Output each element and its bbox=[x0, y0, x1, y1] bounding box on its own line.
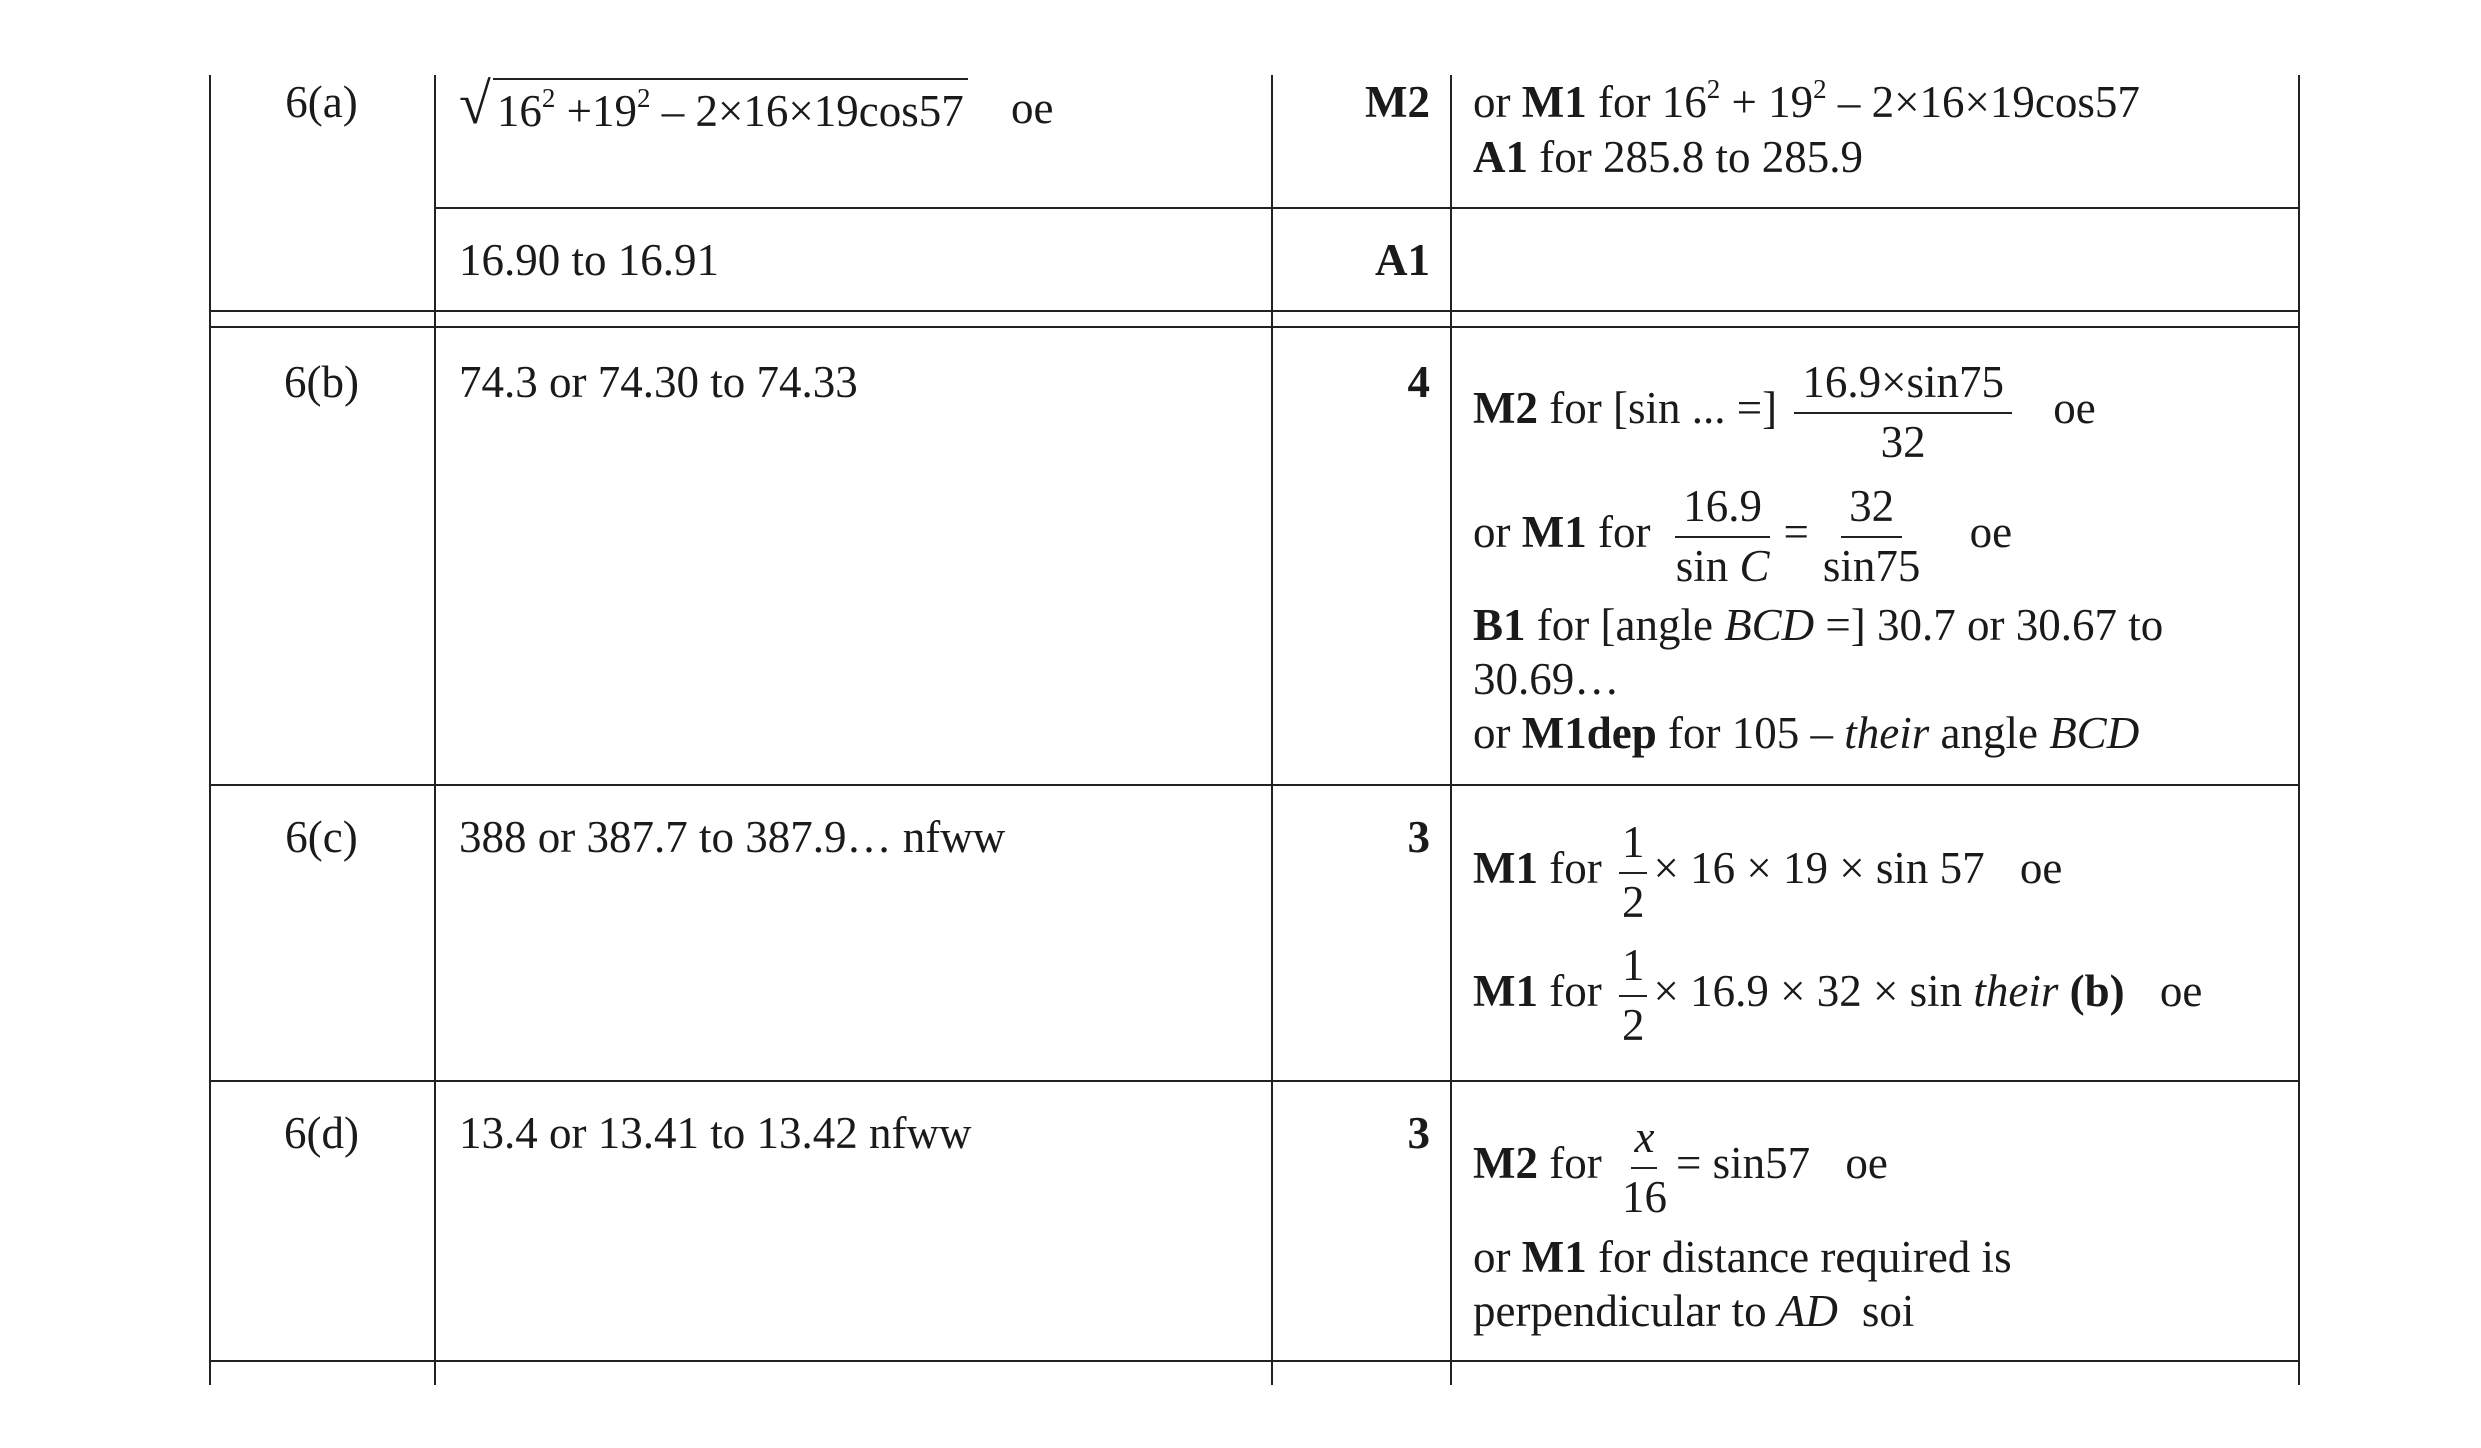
notes-6d-line3: perpendicular to AD soi bbox=[1473, 1286, 1915, 1336]
fraction-16.9-over-sinC: $\frac{16.9}{\text{sin C}}$ bbox=[1675, 481, 1770, 591]
row-divider-6a-inner bbox=[434, 207, 2300, 209]
fraction-one-half: $\frac{1}{2}$ bbox=[1619, 818, 1648, 927]
row-divider-6c-6d bbox=[209, 1080, 2300, 1082]
notes-6b-line2: or M1 for $\frac{16.9}{\text{sin C}}$ = $\frac{32}{\sin 75}$ oe bbox=[1473, 481, 2013, 591]
row-divider-double-top bbox=[209, 310, 2300, 312]
fraction-16.9sin75-over-32: $\frac{16.9\times\sin 75}{32}$ bbox=[1794, 358, 2012, 467]
notes-6a-line2: A1 for 285.8 to 285.9 bbox=[1473, 132, 1863, 182]
mark-6d: 3 bbox=[1407, 1108, 1430, 1158]
mark-6c: 3 bbox=[1407, 812, 1430, 862]
fraction-x-over-16: $\frac{x}{16}$ bbox=[1621, 1112, 1667, 1222]
square-root bbox=[459, 71, 968, 138]
answer-6d: 13.4 or 13.41 to 13.42 nfww bbox=[459, 1108, 972, 1158]
notes-6c-line2: M1 for $\frac{1}{2}$ × 16.9 × 32 × sin their (b) oe bbox=[1473, 940, 2203, 1050]
mark-6a-final: A1 bbox=[1375, 235, 1430, 285]
mark-6b: 4 bbox=[1407, 357, 1430, 407]
fraction-one-half: $\frac{1}{2}$ bbox=[1619, 941, 1648, 1050]
mark-6a: M2 bbox=[1365, 77, 1430, 127]
answer-6c: 388 or 387.7 to 387.9… nfww bbox=[459, 812, 1006, 862]
answer-6a-final: 16.90 to 16.91 bbox=[459, 235, 720, 285]
answer-6b: 74.3 or 74.30 to 74.33 bbox=[459, 357, 858, 407]
notes-6b-line4: 30.69… bbox=[1473, 654, 1620, 704]
radicand: $16^2 +19^2 - 2\times 16\times 19\cos 57$ bbox=[493, 78, 968, 138]
notes-6c-line1: M1 for $\frac{1}{2}$ × 16 × 19 × sin 57 oe bbox=[1473, 817, 2063, 927]
notes-6d-line1: M2 for $\frac{x}{16}$ = sin57 oe bbox=[1473, 1112, 1888, 1222]
row-divider-6b-6c bbox=[209, 784, 2300, 786]
row-divider-6d-bottom bbox=[209, 1360, 2300, 1362]
table-divider-mark bbox=[1450, 75, 1452, 1385]
question-label-6d: 6(d) bbox=[284, 1108, 359, 1158]
notes-6b-line5: or M1dep for 105 – their angle BCD bbox=[1473, 708, 2140, 758]
table-border-right bbox=[2298, 75, 2300, 1385]
notes-6b-line3: B1 for [angle BCD =] 30.7 or 30.67 to bbox=[1473, 600, 2164, 650]
table-border-left bbox=[209, 75, 211, 1385]
notes-6b-line1: M2 for [sin ... =] $\frac{16.9\times\sin 75}{32}$ oe bbox=[1473, 357, 2096, 467]
row-divider-double-bottom bbox=[209, 326, 2300, 328]
fraction-32-over-sin75: $\frac{32}{\sin 75}$ bbox=[1822, 481, 1921, 591]
question-label-6c: 6(c) bbox=[285, 812, 358, 862]
notes-6d-line2: or M1 for distance required is bbox=[1473, 1232, 2012, 1282]
question-label-6b: 6(b) bbox=[284, 357, 359, 407]
table-divider-question bbox=[434, 75, 436, 1385]
answer-6a-expression bbox=[459, 71, 1054, 138]
radical-sign-icon: √ bbox=[459, 71, 491, 136]
question-label-6a: 6(a) bbox=[285, 77, 358, 127]
notes-6a-line1: or M1 for $16^2 + 19^2 - 2\times 16\times 19\cos 57$ bbox=[1473, 74, 2140, 127]
oe-label: oe bbox=[1010, 83, 1054, 133]
